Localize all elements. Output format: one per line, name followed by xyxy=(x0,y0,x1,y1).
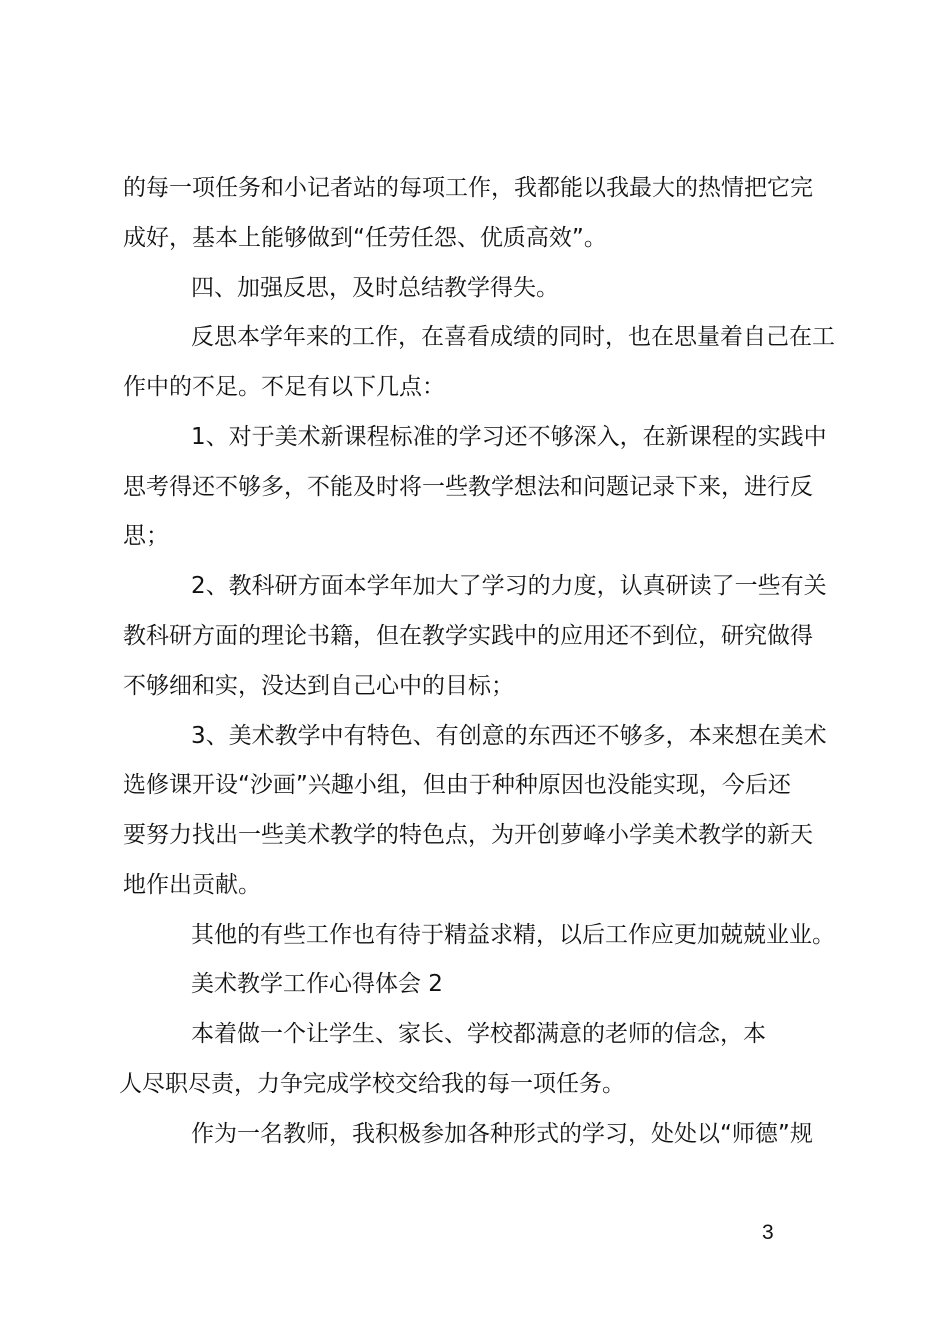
text-line: 要努力找出一些美术教学的特色点，为开创萝峰小学美术教学的新天 xyxy=(123,822,813,848)
section-heading: 美术教学工作心得体会 2 xyxy=(191,971,443,997)
text-line: 2、教科研方面本学年加大了学习的力度，认真研读了一些有关 xyxy=(191,573,827,599)
text-line: 选修课开设“沙画”兴趣小组，但由于种种原因也没能实现，今后还 xyxy=(123,772,791,798)
text-line: 地作出贡献。 xyxy=(123,872,261,898)
text-line: 四、加强反思，及时总结教学得失。 xyxy=(191,275,559,301)
text-line: 成好，基本上能够做到“任劳任怨、优质高效”。 xyxy=(123,225,607,251)
text-line: 的每一项任务和小记者站的每项工作，我都能以我最大的热情把它完 xyxy=(123,175,813,201)
text-line: 教科研方面的理论书籍，但在教学实践中的应用还不到位，研究做得 xyxy=(123,623,813,649)
text-line: 反思本学年来的工作，在喜看成绩的同时，也在思量着自己在工 xyxy=(191,324,835,350)
page-number: 3 xyxy=(762,1221,774,1244)
text-line: 3、美术教学中有特色、有创意的东西还不够多，本来想在美术 xyxy=(191,723,827,749)
text-line: 其他的有些工作也有待于精益求精，以后工作应更加兢兢业业。 xyxy=(191,922,835,948)
text-line: 作中的不足。不足有以下几点： xyxy=(123,374,445,400)
text-line: 思； xyxy=(123,523,169,549)
text-line: 不够细和实，没达到自己心中的目标； xyxy=(123,673,514,699)
text-line: 思考得还不够多，不能及时将一些教学想法和问题记录下来，进行反 xyxy=(123,474,813,500)
text-line: 本着做一个让学生、家长、学校都满意的老师的信念，本 xyxy=(191,1021,766,1047)
text-line: 人尽职尽责，力争完成学校交给我的每一项任务。 xyxy=(119,1071,625,1097)
text-line: 作为一名教师，我积极参加各种形式的学习，处处以“师德”规 xyxy=(191,1121,813,1147)
text-line: 1、对于美术新课程标准的学习还不够深入，在新课程的实践中 xyxy=(191,424,827,450)
